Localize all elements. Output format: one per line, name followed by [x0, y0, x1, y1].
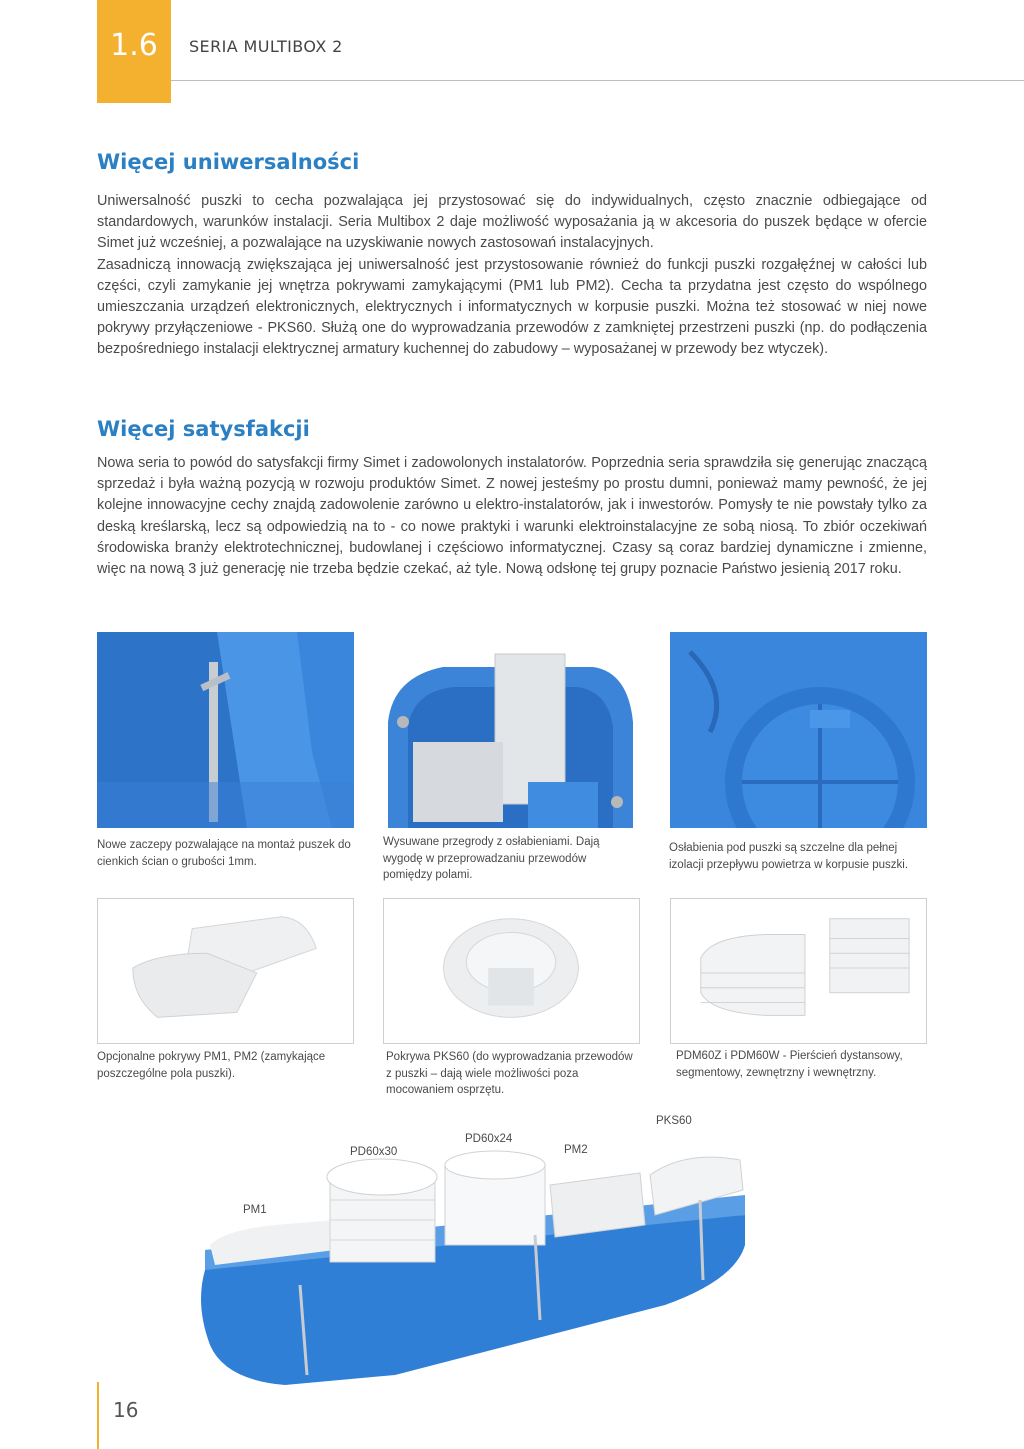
photo-rings-pdm	[670, 898, 927, 1044]
caption-cover-pks60: Pokrywa PKS60 (do wyprowadzania przewodów z puszki – dają wiele możliwości poza mocowaniem osprzętu.	[386, 1051, 633, 1096]
section-tab	[97, 0, 171, 103]
section2-paragraph: Nowa seria to powód do satysfakcji firmy Simet i zadowolonych instalatorów. Poprzednia seria sprawdziła się generując znaczącą sprzedaż i była ważną pozycją w rozwoju produktów Simet. Z nowej jesteśmy po prostu dumni, ponieważ mamy pewność, że jej kolejne innowacyjne cechy znajdą zadowolenie zarówno u elektro-instalatorów, jak i inwestorów. Pomysły te nie powstały tylko za deską kreślarską, lecz są odpowiedzią na to - co nowe praktyki i warunki elektroinstalacyjne ze sobą niosą. To zbiór oczekiwań środowiska branży elektrotechnicznej, budowlanej i częściowo informatycznej. Czasy są coraz bardziej dynamiczne i zmienne, więc na nową 3 już generację nie trzeba będzie czekać, aż tyle. Nową odsłonę tej grupy poznacie Państwo jesienią 2017 roku.	[97, 455, 927, 578]
photo-covers-pm	[97, 898, 354, 1044]
section2-body	[97, 453, 927, 580]
label-pm2: PM2	[564, 1144, 588, 1156]
header-rule	[171, 80, 1024, 81]
photo-knockouts	[670, 632, 927, 828]
assembly-illustration	[195, 1145, 755, 1395]
photo-clamps	[97, 632, 354, 828]
caption-knockouts: Osłabienia pod puszki są szczelne dla pełnej izolacji przepływu powietrza w korpusie puszki.	[669, 842, 909, 871]
series-title: SERIA MULTIBOX 2	[189, 37, 343, 56]
label-pm1: PM1	[243, 1204, 267, 1216]
photo-cover-pks60	[383, 898, 640, 1044]
photo-partitions	[383, 632, 639, 828]
section1-paragraph-2: Zasadniczą innowacją zwiększająca jej uniwersalność jest przystosowanie również do funkcji puszki rozgałęźnej w całości lub części, czyli zamykanie jej wnętrza pokrywami zamykającymi (PM1 lub PM2). Cecha ta przydatna jest często do wspólnego umieszczania urządzeń elektronicznych, elektrycznych i informatycznych w korpusie puszki. Można też stosować w niej nowe pokrywy przyłączeniowe - PKS60. Służą one do wyprowadzania przewodów z zamkniętej przestrzeni puszki (np. do podłączenia bezpośredniego instalacji elektrycznej armatury kuchennej do zabudowy – wyposażanej w przewody bez wtyczek).	[97, 256, 927, 358]
heading-universality: Więcej uniwersalności	[97, 150, 360, 174]
caption-covers-pm: Opcjonalne pokrywy PM1, PM2 (zamykające poszczególne pola puszki).	[97, 1051, 326, 1080]
caption-clamps: Nowe zaczepy pozwalające na montaż puszek do cienkich ścian o grubości 1mm.	[97, 839, 351, 868]
section1-paragraph-1: Uniwersalność puszki to cecha pozwalająca jej przystosować się do indywidualnych, często znacznie odbiegające od standardowych, warunków instalacji. Seria Multibox 2 daje możliwość wyposażania ją w akcesoria do puszek będące w ofercie Simet już wcześniej, a pozwalające na uzyskiwanie nowych zastosowań instalacyjnych.	[97, 193, 927, 252]
label-pd60x24: PD60x24	[465, 1133, 513, 1145]
caption-rings-pdm: PDM60Z i PDM60W - Pierścień dystansowy, segmentowy, zewnętrzny i wewnętrzny.	[676, 1050, 903, 1079]
caption-partitions: Wysuwane przegrody z osłabieniami. Dają wygodę w przeprowadzaniu przewodów pomiędzy polami.	[383, 836, 600, 881]
label-pks60: PKS60	[656, 1115, 692, 1127]
page-number: 16	[113, 1398, 139, 1422]
label-pd60x30: PD60x30	[350, 1146, 398, 1158]
section1-body	[97, 191, 927, 361]
section-number: 1.6	[110, 28, 158, 63]
heading-satisfaction: Więcej satysfakcji	[97, 417, 310, 441]
footer-accent-bar	[97, 1382, 99, 1449]
